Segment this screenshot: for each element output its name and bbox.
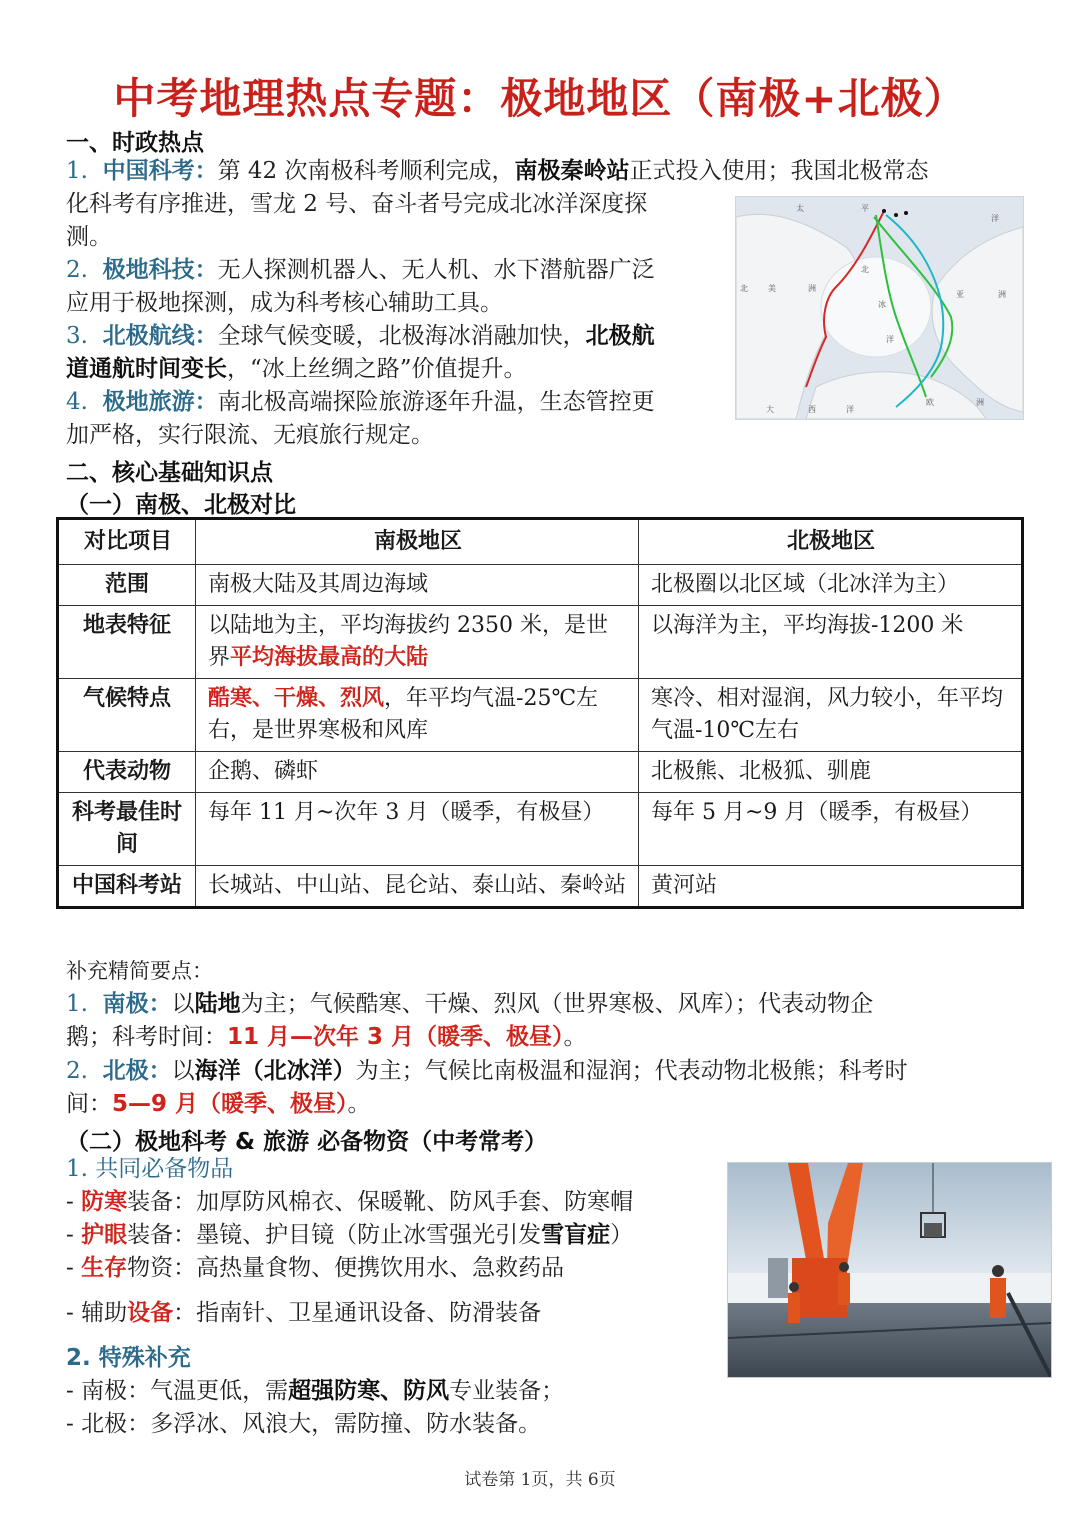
item-text: 以 [171, 991, 195, 1017]
item-line: 测。 [66, 224, 112, 250]
item-key: 极地旅游 [102, 389, 195, 415]
special-items-heading: 2. 特殊补充 [66, 1345, 191, 1371]
map-label: 欧 [926, 398, 934, 407]
cell-south: 每年 11 月~次年 3 月（暖季，有极昼） [196, 793, 639, 866]
item-line: ，“冰上丝绸之路”价值提升。 [227, 356, 527, 382]
map-label: 洲 [998, 290, 1006, 299]
cell-south: 企鹅、磷虾 [196, 752, 639, 793]
item-key: 中国科考 [102, 158, 195, 184]
item-colon: ： [148, 1058, 172, 1084]
item-text: 装备：墨镜、护目镜（防止冰雪强光引发 [127, 1222, 542, 1248]
page-footer: 试卷第 1页，共 6页 [464, 1470, 616, 1490]
map-label: 大 [766, 405, 774, 414]
item-text: 南北极高端探险旅游逐年升温，生态管控更 [217, 389, 655, 415]
cell-text: ，年平均气温-25℃左右，是世界寒极和风库 [208, 686, 599, 743]
arctic-route-map [735, 196, 1024, 420]
item-text: 。 [563, 1024, 587, 1050]
list-item [66, 1408, 1006, 1441]
item-text: 正式投入使用；我国北极常态 [629, 158, 929, 184]
item-number: 1. [66, 991, 88, 1017]
item-text: 。 [347, 1091, 371, 1117]
item-text: 无人探测机器人、无人机、水下潜航器广泛 [217, 257, 655, 283]
map-label: 亚 [956, 290, 964, 299]
item-text: 物资：高热量食物、便携饮用水、急救药品 [127, 1255, 565, 1281]
cell-text: 以陆地为主，平均海拔约 2350 米，是世界 [208, 613, 608, 670]
item-highlight: 生存 [81, 1255, 128, 1281]
item-line: 化科考有序推进，雪龙 2 号、奋斗者号完成北冰洋深度探 [66, 191, 648, 217]
item-text: 装备：加厚防风棉衣、保暖靴、防风手套、防寒帽 [127, 1189, 634, 1215]
item-bold: 南极秦岭站 [514, 158, 630, 184]
item-bold: 超强防寒、防风 [288, 1378, 450, 1404]
map-label: 洋 [991, 214, 999, 223]
table-header: 对比项目 [58, 519, 196, 565]
section2-heading: 二、核心基础知识点 [66, 460, 273, 486]
table-header-row [58, 519, 1023, 565]
table-row [58, 752, 1023, 793]
item-text: ：指南针、卫星通讯设备、防滑装备 [173, 1300, 542, 1326]
row-label: 范围 [58, 565, 196, 606]
compare-table [56, 517, 1024, 909]
item-text: 全球气候变暖，北极海冰消融加快， [217, 323, 586, 349]
cell-north: 每年 5 月~9 月（暖季，有极昼） [639, 793, 1023, 866]
item-text: 为主；气候比南极温和湿润；代表动物北极熊；科考时 [355, 1058, 908, 1084]
supplement-south [66, 988, 1016, 1054]
supplement-heading: 补充精简要点： [66, 959, 213, 983]
list-item [66, 1297, 716, 1330]
item-colon: ： [194, 389, 218, 415]
item-bold: 陆地 [194, 991, 241, 1017]
map-label: 北 [740, 284, 748, 293]
item-key: 南极 [102, 991, 149, 1017]
item-colon: ： [194, 257, 218, 283]
item-key: 北极 [102, 1058, 149, 1084]
item-number: 2. [66, 257, 88, 283]
common-items-heading: 1. 共同必备物品 [66, 1156, 234, 1182]
compare-subheading: （一）南极、北极对比 [66, 492, 296, 518]
cell-north: 北极熊、北极狐、驯鹿 [639, 752, 1023, 793]
item-colon: ： [194, 323, 218, 349]
cell-south [196, 606, 639, 679]
cell-north: 寒冷、相对湿润，风力较小，年平均气温-10℃左右 [639, 679, 1023, 752]
item-number: 3. [66, 323, 88, 349]
item-key: 极地科技 [102, 257, 195, 283]
item-number: 2. [66, 1058, 88, 1084]
item-highlight: 5—9 月（暖季、极昼） [112, 1091, 348, 1117]
hot-item-4 [66, 386, 726, 452]
map-label: 北 [861, 265, 869, 274]
map-label: 美 [768, 284, 776, 293]
map-label: 洋 [846, 405, 854, 414]
map-label: 太 [796, 204, 804, 213]
item-highlight: 设备 [127, 1300, 174, 1326]
list-item [66, 1252, 716, 1285]
item-text: 以 [171, 1058, 195, 1084]
item-highlight: 防寒 [81, 1189, 128, 1215]
cell-south: 长城站、中山站、昆仑站、泰山站、秦岭站 [196, 866, 639, 908]
item-text: 专业装备； [449, 1378, 565, 1404]
cell-south [196, 679, 639, 752]
row-label: 科考最佳时间 [58, 793, 196, 866]
item-text: 间： [66, 1091, 112, 1117]
item-number: 1. [66, 158, 88, 184]
row-label: 气候特点 [58, 679, 196, 752]
list-item [66, 1186, 716, 1219]
item-text: 鹅；科考时间： [66, 1024, 227, 1050]
item-key: 北极航线 [102, 323, 195, 349]
cell-south: 南极大陆及其周边海域 [196, 565, 639, 606]
item-bold: 雪盲症 [541, 1222, 611, 1248]
section1-heading: 一、时政热点 [66, 130, 204, 156]
item-bold: 道通航时间变长 [66, 356, 227, 382]
map-label: 洲 [976, 398, 984, 407]
arctic-map-svg [736, 197, 1023, 419]
row-label: 代表动物 [58, 752, 196, 793]
special-items-list [66, 1375, 1006, 1441]
hot-item-3 [66, 320, 726, 386]
map-label: 西 [808, 405, 816, 414]
hot-item-2 [66, 254, 726, 320]
table-header: 北极地区 [639, 519, 1023, 565]
table-row [58, 606, 1023, 679]
supplies-subheading: （二）极地科考 & 旅游 必备物资（中考常考） [66, 1129, 548, 1155]
item-number: 4. [66, 389, 88, 415]
map-label: 冰 [878, 300, 886, 309]
item-text: 第 42 次南极科考顺利完成， [217, 158, 515, 184]
cell-north: 以海洋为主，平均海拔-1200 米 [639, 606, 1023, 679]
supplement-north [66, 1055, 1016, 1121]
cell-north: 黄河站 [639, 866, 1023, 908]
map-label: 洋 [886, 335, 894, 344]
item-text: 南极：气温更低，需 [81, 1378, 289, 1404]
row-label: 中国科考站 [58, 866, 196, 908]
map-label: 平 [861, 204, 869, 213]
page-title: 中考地理热点专题：极地地区（南极+北极） [113, 74, 967, 123]
item-highlight: 11 月—次年 3 月（暖季、极昼） [227, 1024, 564, 1050]
row-label: 地表特征 [58, 606, 196, 679]
table-row [58, 565, 1023, 606]
list-dash: - [66, 1222, 74, 1248]
item-line: 加严格，实行限流、无痕旅行规定。 [66, 422, 434, 448]
list-dash: - [66, 1411, 74, 1437]
expedition-photo-svg [728, 1163, 1051, 1377]
item-highlight: 护眼 [81, 1222, 128, 1248]
table-row [58, 866, 1023, 908]
list-dash: - [66, 1378, 74, 1404]
item-text: 辅助 [81, 1300, 128, 1326]
table-row [58, 793, 1023, 866]
item-text: 为主；气候酷寒、干燥、烈风（世界寒极、风库）；代表动物企 [240, 991, 874, 1017]
item-bold: 北极航 [585, 323, 655, 349]
item-line: 应用于极地探测，成为科考核心辅助工具。 [66, 290, 503, 316]
list-dash: - [66, 1255, 74, 1281]
item-text: ） [610, 1222, 634, 1248]
table-header: 南极地区 [196, 519, 639, 565]
item-bold: 海洋（北冰洋） [194, 1058, 356, 1084]
item-text: 北极：多浮冰、风浪大，需防撞、防水装备。 [81, 1411, 542, 1437]
item-colon: ： [194, 158, 218, 184]
list-dash: - [66, 1300, 74, 1326]
expedition-photo [727, 1162, 1052, 1378]
map-label: 洲 [808, 284, 816, 293]
cell-highlight: 平均海拔最高的大陆 [230, 645, 429, 670]
cell-highlight: 酷寒、干燥、烈风 [208, 686, 385, 711]
list-item [66, 1219, 716, 1252]
item-colon: ： [148, 991, 172, 1017]
common-items-list [66, 1186, 716, 1330]
list-dash: - [66, 1189, 74, 1215]
cell-north: 北极圈以北区域（北冰洋为主） [639, 565, 1023, 606]
list-item [66, 1375, 1006, 1408]
table-row [58, 679, 1023, 752]
